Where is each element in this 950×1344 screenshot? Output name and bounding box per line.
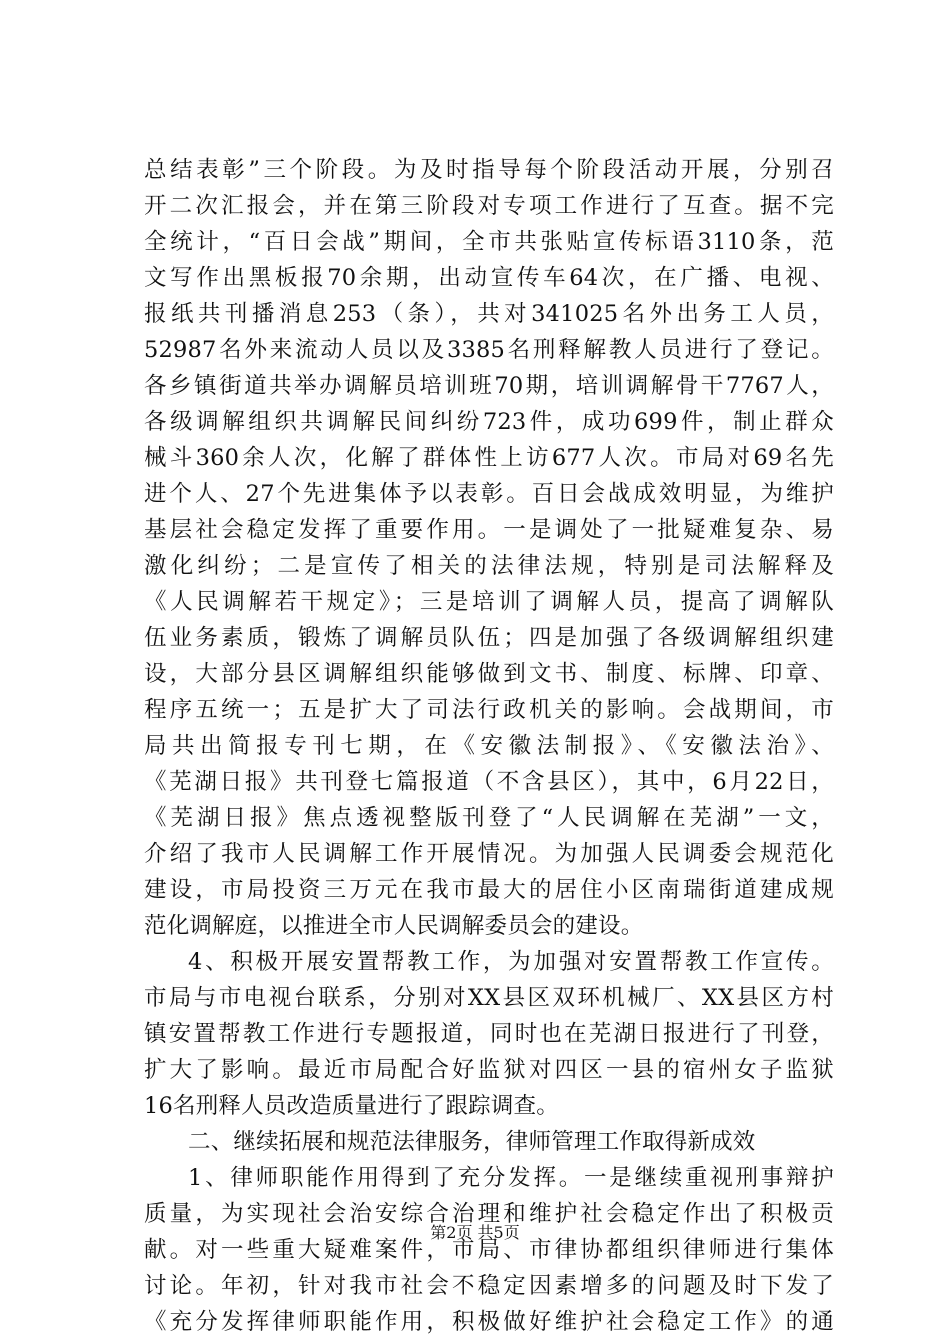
text-line: 《充分发挥律师职能作用，积极做好维护社会稳定工作》的通 bbox=[144, 1309, 834, 1335]
text-line: 设，大部分县区调解组织能够做到文书、制度、标牌、印章、 bbox=[144, 661, 834, 687]
text-line: 各乡镇街道共举办调解员培训班70期，培训调解骨干7767人， bbox=[144, 373, 834, 399]
text-line: 文写作出黑板报70余期，出动宣传车64次，在广播、电视、 bbox=[144, 265, 834, 291]
text-line: 开二次汇报会，并在第三阶段对专项工作进行了互查。据不完 bbox=[144, 193, 834, 219]
document-body bbox=[144, 152, 834, 1340]
text-line: 全统计，“百日会战”期间，全市共张贴宣传标语3110条，范 bbox=[144, 229, 834, 255]
text-line: 《芜湖日报》共刊登七篇报道（不含县区），其中，6月22日， bbox=[144, 769, 834, 795]
text-line: 《人民调解若干规定》；三是培训了调解人员，提高了调解队 bbox=[144, 589, 834, 615]
text-line: 基层社会稳定发挥了重要作用。一是调处了一批疑难复杂、易 bbox=[144, 517, 834, 543]
text-line: 伍业务素质，锻炼了调解员队伍；四是加强了各级调解组织建 bbox=[144, 625, 834, 651]
text-line: 局共出简报专刊七期，在《安徽法制报》、《安徽法治》、 bbox=[144, 733, 834, 759]
text-line: 报纸共刊播消息253（条），共对341025名外出务工人员， bbox=[144, 301, 834, 327]
text-line: 械斗360余人次，化解了群体性上访677人次。市局对69名先 bbox=[144, 445, 834, 471]
text-line: 扩大了影响。最近市局配合好监狱对四区一县的宿州女子监狱 bbox=[144, 1057, 834, 1083]
text-line: 《芜湖日报》焦点透视整版刊登了“人民调解在芜湖”一文， bbox=[144, 805, 834, 831]
text-line: 介绍了我市人民调解工作开展情况。为加强人民调委会规范化 bbox=[144, 841, 834, 867]
text-line: 16名刑释人员改造质量进行了跟踪调查。 bbox=[144, 1093, 559, 1119]
text-line: 建设，市局投资三万元在我市最大的居住小区南瑞街道建成规 bbox=[144, 877, 834, 903]
text-line: 总结表彰”三个阶段。为及时指导每个阶段活动开展，分别召 bbox=[144, 157, 834, 183]
text-line: 1、律师职能作用得到了充分发挥。一是继续重视刑事辩护 bbox=[188, 1165, 834, 1191]
text-line: 激化纠纷；二是宣传了相关的法律法规，特别是司法解释及 bbox=[144, 553, 834, 579]
text-line: 献。对一些重大疑难案件，市局、市律协都组织律师进行集体 bbox=[144, 1237, 834, 1263]
text-line: 程序五统一；五是扩大了司法行政机关的影响。会战期间，市 bbox=[144, 697, 834, 723]
text-line: 范化调解庭，以推进全市人民调解委员会的建设。 bbox=[144, 913, 644, 939]
text-line: 52987名外来流动人员以及3385名刑释解教人员进行了登记。 bbox=[144, 337, 834, 363]
text-line: 二、继续拓展和规范法律服务，律师管理工作取得新成效 bbox=[188, 1129, 756, 1155]
text-line: 镇安置帮教工作进行专题报道，同时也在芜湖日报进行了刊登， bbox=[144, 1021, 834, 1047]
text-line: 市局与市电视台联系，分别对XX县区双环机械厂、XX县区方村 bbox=[144, 985, 834, 1011]
text-line: 进个人、27个先进集体予以表彰。百日会战成效明显，为维护 bbox=[144, 481, 834, 507]
text-line: 讨论。年初，针对我市社会不稳定因素增多的问题及时下发了 bbox=[144, 1273, 834, 1299]
text-line: 质量，为实现社会治安综合治理和维护社会稳定作出了积极贡 bbox=[144, 1201, 834, 1227]
page-number-footer: 第2页 共5页 bbox=[430, 1223, 520, 1242]
text-line: 4、积极开展安置帮教工作，为加强对安置帮教工作宣传。 bbox=[188, 949, 834, 975]
text-line: 各级调解组织共调解民间纠纷723件，成功699件，制止群众 bbox=[144, 409, 834, 435]
